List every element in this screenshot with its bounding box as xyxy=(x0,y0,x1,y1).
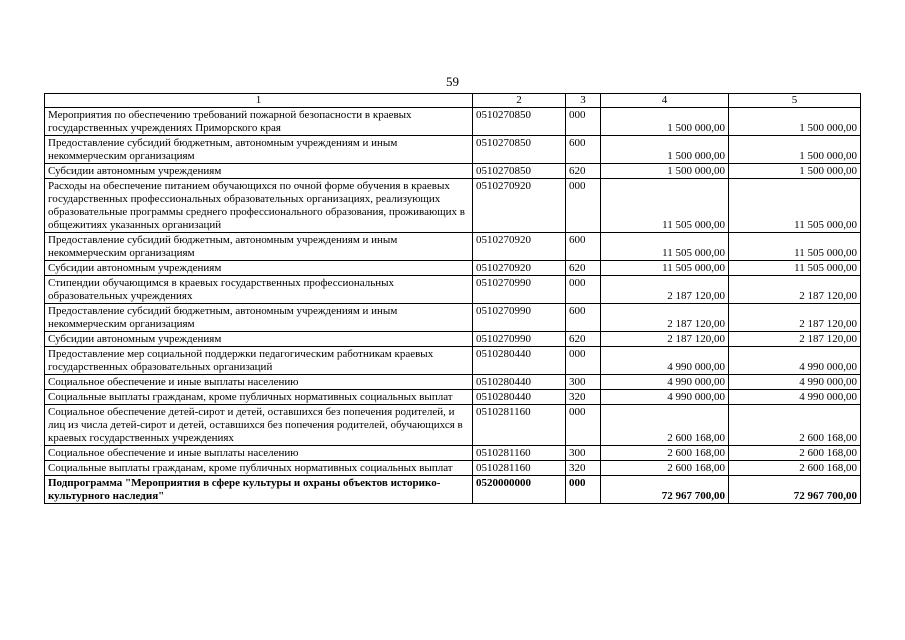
row-code: 0510270990 xyxy=(473,304,566,332)
row-type: 000 xyxy=(566,276,601,304)
row-sum-col5: 2 600 168,00 xyxy=(729,461,861,476)
row-sum-col5: 2 187 120,00 xyxy=(729,276,861,304)
row-name: Предоставление субсидий бюджетным, автономным учреждениям и иным некоммерческим организациям xyxy=(45,136,473,164)
row-sum-col5: 1 500 000,00 xyxy=(729,136,861,164)
row-sum-col4: 11 505 000,00 xyxy=(601,233,729,261)
row-type: 620 xyxy=(566,261,601,276)
row-sum-col5: 2 600 168,00 xyxy=(729,446,861,461)
table-row xyxy=(45,446,861,461)
row-type: 000 xyxy=(566,476,601,504)
row-code: 0510280440 xyxy=(473,390,566,405)
row-type: 000 xyxy=(566,179,601,233)
row-name: Социальное обеспечение и иные выплаты населению xyxy=(45,446,473,461)
row-sum-col5: 4 990 000,00 xyxy=(729,375,861,390)
table-row xyxy=(45,332,861,347)
row-sum-col4: 1 500 000,00 xyxy=(601,108,729,136)
table-header-row xyxy=(45,94,861,108)
table-row xyxy=(45,375,861,390)
row-sum-col4: 1 500 000,00 xyxy=(601,164,729,179)
row-sum-col4: 2 187 120,00 xyxy=(601,276,729,304)
row-sum-col4: 2 187 120,00 xyxy=(601,332,729,347)
row-code: 0510270920 xyxy=(473,233,566,261)
table-row xyxy=(45,136,861,164)
row-sum-col5: 72 967 700,00 xyxy=(729,476,861,504)
row-sum-col4: 11 505 000,00 xyxy=(601,261,729,276)
row-sum-col4: 1 500 000,00 xyxy=(601,136,729,164)
column-header: 1 xyxy=(45,94,473,108)
table-row xyxy=(45,261,861,276)
table-row xyxy=(45,390,861,405)
row-code: 0510270850 xyxy=(473,108,566,136)
row-type: 000 xyxy=(566,347,601,375)
row-name: Субсидии автономным учреждениям xyxy=(45,261,473,276)
row-sum-col4: 72 967 700,00 xyxy=(601,476,729,504)
column-header: 4 xyxy=(601,94,729,108)
row-name: Субсидии автономным учреждениям xyxy=(45,164,473,179)
row-type: 600 xyxy=(566,233,601,261)
column-header: 5 xyxy=(729,94,861,108)
row-sum-col4: 4 990 000,00 xyxy=(601,390,729,405)
row-name: Подпрограмма "Мероприятия в сфере культуры и охраны объектов историко-культурного наследия" xyxy=(45,476,473,504)
row-sum-col4: 4 990 000,00 xyxy=(601,375,729,390)
budget-table xyxy=(44,93,861,504)
row-name: Социальное обеспечение детей-сирот и детей, оставшихся без попечения родителей, и лиц из числа детей-сирот и детей, оставшихся без попечения родителей, обучающихся в краевых государственных учреждениях xyxy=(45,405,473,446)
row-sum-col4: 2 187 120,00 xyxy=(601,304,729,332)
row-name: Предоставление субсидий бюджетным, автономным учреждениям и иным некоммерческим организациям xyxy=(45,233,473,261)
row-type: 320 xyxy=(566,461,601,476)
row-type: 300 xyxy=(566,375,601,390)
row-name: Социальное обеспечение и иные выплаты населению xyxy=(45,375,473,390)
row-code: 0510270990 xyxy=(473,276,566,304)
table-row xyxy=(45,304,861,332)
table-row xyxy=(45,179,861,233)
row-code: 0510270990 xyxy=(473,332,566,347)
table-row xyxy=(45,233,861,261)
table-row xyxy=(45,347,861,375)
row-sum-col5: 2 600 168,00 xyxy=(729,405,861,446)
row-code: 0520000000 xyxy=(473,476,566,504)
row-type: 600 xyxy=(566,304,601,332)
row-sum-col5: 1 500 000,00 xyxy=(729,164,861,179)
row-sum-col4: 2 600 168,00 xyxy=(601,446,729,461)
row-code: 0510280440 xyxy=(473,347,566,375)
row-type: 620 xyxy=(566,332,601,347)
page-number: 59 xyxy=(446,74,459,89)
row-name: Предоставление субсидий бюджетным, автономным учреждениям и иным некоммерческим организациям xyxy=(45,304,473,332)
row-code: 0510270920 xyxy=(473,261,566,276)
row-sum-col4: 11 505 000,00 xyxy=(601,179,729,233)
row-code: 0510281160 xyxy=(473,405,566,446)
table-row xyxy=(45,276,861,304)
row-sum-col5: 4 990 000,00 xyxy=(729,390,861,405)
row-sum-col4: 4 990 000,00 xyxy=(601,347,729,375)
row-type: 600 xyxy=(566,136,601,164)
table-row xyxy=(45,405,861,446)
column-header: 3 xyxy=(566,94,601,108)
row-name: Социальные выплаты гражданам, кроме публичных нормативных социальных выплат xyxy=(45,461,473,476)
table-row xyxy=(45,108,861,136)
row-sum-col5: 4 990 000,00 xyxy=(729,347,861,375)
row-type: 620 xyxy=(566,164,601,179)
row-name: Социальные выплаты гражданам, кроме публичных нормативных социальных выплат xyxy=(45,390,473,405)
row-type: 000 xyxy=(566,108,601,136)
table-row xyxy=(45,476,861,504)
row-sum-col5: 11 505 000,00 xyxy=(729,233,861,261)
row-sum-col5: 11 505 000,00 xyxy=(729,179,861,233)
row-name: Предоставление мер социальной поддержки педагогическим работникам краевых государственных образовательных организаций xyxy=(45,347,473,375)
row-type: 320 xyxy=(566,390,601,405)
row-sum-col5: 2 187 120,00 xyxy=(729,304,861,332)
row-sum-col4: 2 600 168,00 xyxy=(601,405,729,446)
row-name: Расходы на обеспечение питанием обучающихся по очной форме обучения в краевых государственных профессиональных образовательных организациях, реализующих образовательные программы среднего профессионального образования, проживающих в общежитиях указанных организаций xyxy=(45,179,473,233)
row-type: 000 xyxy=(566,405,601,446)
row-sum-col5: 1 500 000,00 xyxy=(729,108,861,136)
row-sum-col5: 11 505 000,00 xyxy=(729,261,861,276)
row-type: 300 xyxy=(566,446,601,461)
row-name: Мероприятия по обеспечению требований пожарной безопасности в краевых государственных учреждениях Приморского края xyxy=(45,108,473,136)
table-row xyxy=(45,164,861,179)
row-name: Стипендии обучающимся в краевых государственных профессиональных образовательных учреждениях xyxy=(45,276,473,304)
row-name: Субсидии автономным учреждениям xyxy=(45,332,473,347)
row-code: 0510281160 xyxy=(473,446,566,461)
table-row xyxy=(45,461,861,476)
column-header: 2 xyxy=(473,94,566,108)
row-code: 0510281160 xyxy=(473,461,566,476)
row-code: 0510270850 xyxy=(473,164,566,179)
row-code: 0510270850 xyxy=(473,136,566,164)
row-sum-col4: 2 600 168,00 xyxy=(601,461,729,476)
row-sum-col5: 2 187 120,00 xyxy=(729,332,861,347)
row-code: 0510280440 xyxy=(473,375,566,390)
row-code: 0510270920 xyxy=(473,179,566,233)
